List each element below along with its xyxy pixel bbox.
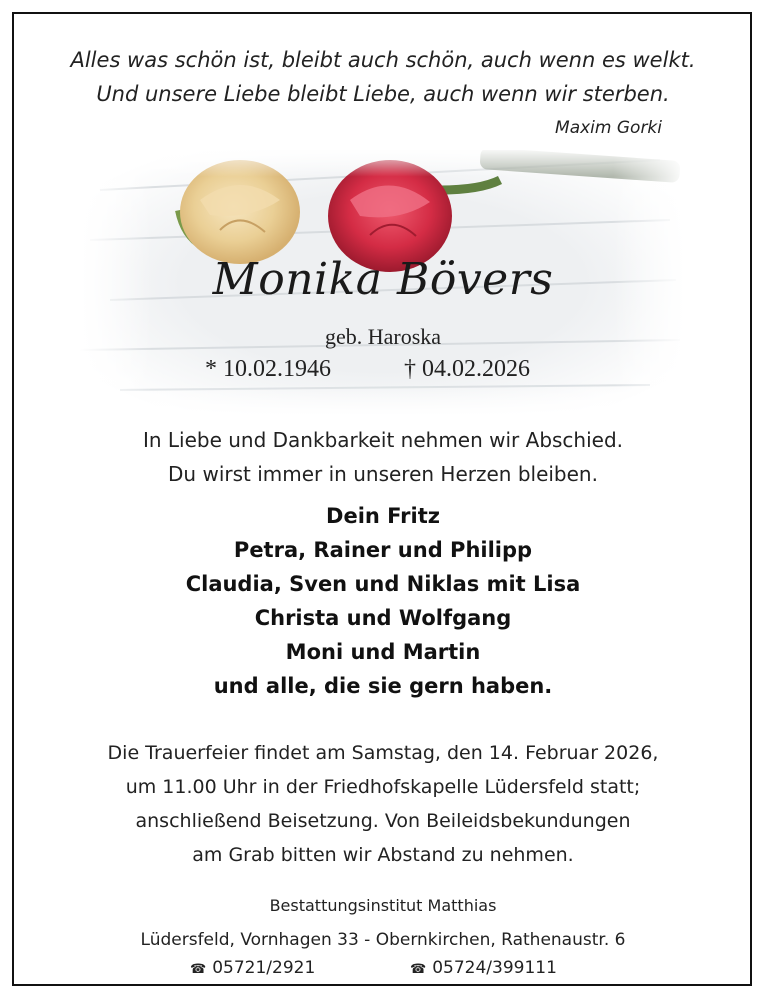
undertaker-phone-2 bbox=[410, 958, 557, 978]
quote-author: Maxim Gorki bbox=[555, 118, 662, 138]
quote-line-1: Alles was schön ist, bleibt auch schön, auch wenn es welkt. bbox=[70, 48, 696, 72]
undertaker-phone-1 bbox=[190, 958, 315, 978]
family-line: Dein Fritz bbox=[326, 504, 440, 528]
death-date: † 04.02.2026 bbox=[404, 356, 530, 382]
funeral-info-line: um 11.00 Uhr in der Friedhofskapelle Lüdersfeld statt; bbox=[125, 776, 641, 798]
phone-number: 05724/399111 bbox=[432, 958, 557, 978]
telephone-icon: ☎ bbox=[190, 962, 207, 977]
farewell-line-1: In Liebe und Dankbarkeit nehmen wir Abschied. bbox=[142, 428, 624, 452]
quote-line-2: Und unsere Liebe bleibt Liebe, auch wenn wir sterben. bbox=[96, 82, 670, 106]
family-line: Moni und Martin bbox=[285, 640, 481, 664]
family-line: Petra, Rainer und Philipp bbox=[233, 538, 533, 562]
maiden-name: geb. Haroska bbox=[324, 324, 442, 349]
family-line: Claudia, Sven und Niklas mit Lisa bbox=[185, 572, 581, 596]
birth-date: * 10.02.1946 bbox=[205, 356, 331, 382]
funeral-info-line: am Grab bitten wir Abstand zu nehmen. bbox=[192, 844, 574, 866]
funeral-info-line: Die Trauerfeier findet am Samstag, den 14. Februar 2026, bbox=[107, 742, 659, 764]
farewell-line-2: Du wirst immer in unseren Herzen bleiben. bbox=[168, 462, 598, 486]
phone-number: 05721/2921 bbox=[212, 958, 316, 978]
undertaker-name: Bestattungsinstitut Matthias bbox=[269, 896, 497, 915]
telephone-icon: ☎ bbox=[410, 962, 427, 977]
family-line: Christa und Wolfgang bbox=[254, 606, 512, 630]
family-line: und alle, die sie gern haben. bbox=[213, 674, 553, 698]
deceased-name: Monika Bövers bbox=[212, 254, 554, 305]
undertaker-address: Lüdersfeld, Vornhagen 33 - Obernkirchen, Rathenaustr. 6 bbox=[140, 930, 626, 950]
funeral-info-line: anschließend Beisetzung. Von Beileidsbekundungen bbox=[135, 810, 631, 832]
